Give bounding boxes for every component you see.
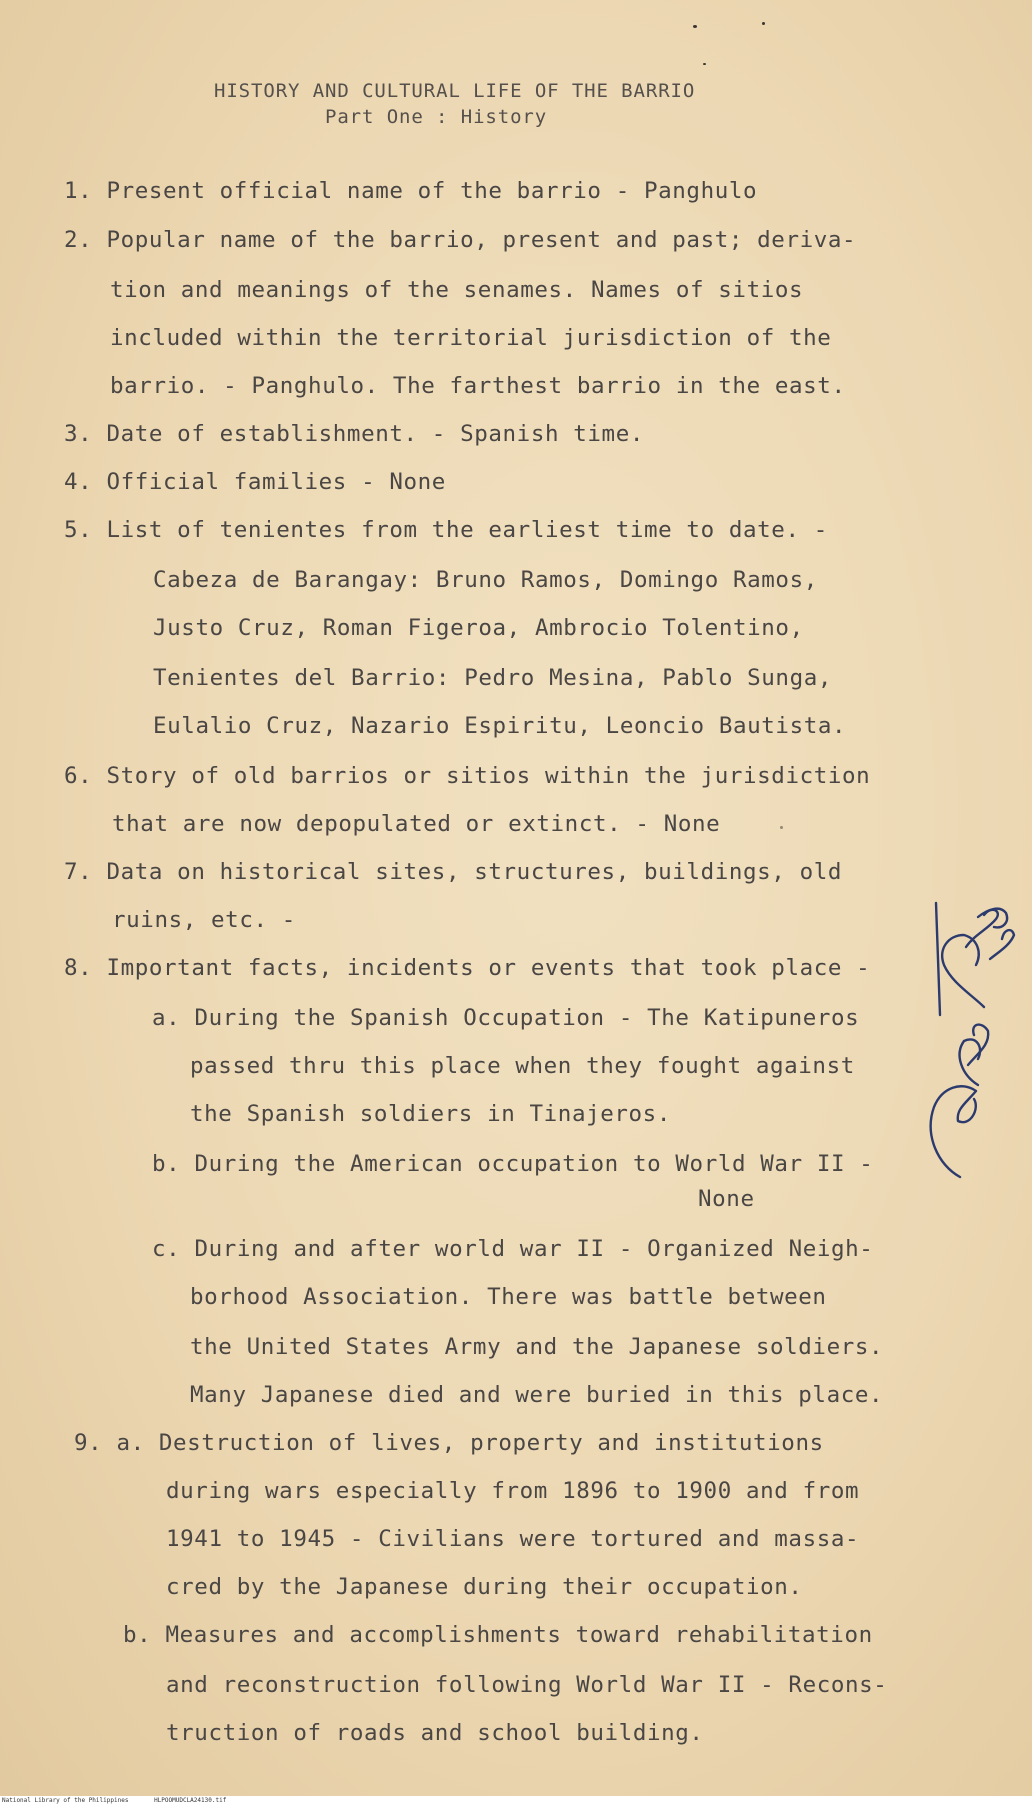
item-8a-line-2: passed thru this place when they fought against	[190, 1053, 855, 1079]
ink-speck	[693, 25, 697, 28]
item-6: 6. Story of old barrios or sitios within the jurisdiction	[64, 763, 871, 789]
item-8a: a. During the Spanish Occupation - The Katipuneros	[152, 1005, 860, 1031]
item-9b-line-3: truction of roads and school building.	[166, 1720, 704, 1746]
ink-speck	[703, 63, 706, 65]
item-2-line-2: tion and meanings of the senames. Names of sitios	[110, 277, 804, 303]
document-title: HISTORY AND CULTURAL LIFE OF THE BARRIO	[214, 80, 696, 102]
item-8c-line-2: borhood Association. There was battle between	[190, 1284, 827, 1310]
item-9a-line-2: during wars especially from 1896 to 1900 and from	[166, 1478, 860, 1504]
item-8a-line-3: the Spanish soldiers in Tinajeros.	[190, 1101, 671, 1127]
handwritten-signature	[918, 895, 1028, 1185]
scan-footer	[2, 1797, 248, 1804]
item-8c-line-3: the United States Army and the Japanese soldiers.	[190, 1334, 884, 1360]
item-7-line-2: ruins, etc. -	[112, 907, 296, 933]
item-5-line-5: Eulalio Cruz, Nazario Espiritu, Leoncio Bautista.	[153, 713, 847, 739]
item-9a-line-4: cred by the Japanese during their occupation.	[166, 1574, 803, 1600]
item-1: 1. Present official name of the barrio - Panghulo	[64, 178, 758, 204]
item-5-line-3: Justo Cruz, Roman Figeroa, Ambrocio Tolentino,	[153, 615, 804, 641]
item-9a-line-3: 1941 to 1945 - Civilians were tortured and massa-	[166, 1526, 860, 1552]
item-2: 2. Popular name of the barrio, present and past; deriva-	[64, 227, 857, 253]
item-5-line-2: Cabeza de Barangay: Bruno Ramos, Domingo Ramos,	[153, 567, 818, 593]
item-9b: b. Measures and accomplishments toward rehabilitation	[123, 1622, 873, 1648]
item-5-line-4: Tenientes del Barrio: Pedro Mesina, Pablo Sunga,	[153, 665, 833, 691]
item-9a: 9. a. Destruction of lives, property and institutions	[74, 1430, 824, 1456]
item-4: 4. Official families - None	[64, 469, 446, 495]
footer-file-code: HLPOOMUDCLA24130.tif	[154, 1797, 227, 1804]
item-8c: c. During and after world war II - Organized Neigh-	[152, 1236, 874, 1262]
item-5: 5. List of tenientes from the earliest time to date. -	[64, 517, 828, 543]
item-8b: b. During the American occupation to World War II -	[152, 1151, 874, 1177]
footer-library: National Library of the Philippines	[2, 1797, 129, 1804]
item-3: 3. Date of establishment. - Spanish time.	[64, 421, 644, 447]
item-2-line-3: included within the territorial jurisdiction of the	[110, 325, 832, 351]
ink-speck	[780, 826, 783, 829]
item-6-line-2: that are now depopulated or extinct. - None	[112, 811, 721, 837]
item-7: 7. Data on historical sites, structures, buildings, old	[64, 859, 843, 885]
item-8b-line-2: None	[698, 1186, 755, 1212]
item-9b-line-2: and reconstruction following World War II - Recons-	[166, 1672, 888, 1698]
item-8: 8. Important facts, incidents or events that took place -	[64, 955, 871, 981]
item-8c-line-4: Many Japanese died and were buried in this place.	[190, 1382, 884, 1408]
document-subtitle: Part One : History	[325, 106, 548, 128]
ink-speck	[762, 22, 765, 25]
item-2-line-4: barrio. - Panghulo. The farthest barrio in the east.	[110, 373, 846, 399]
